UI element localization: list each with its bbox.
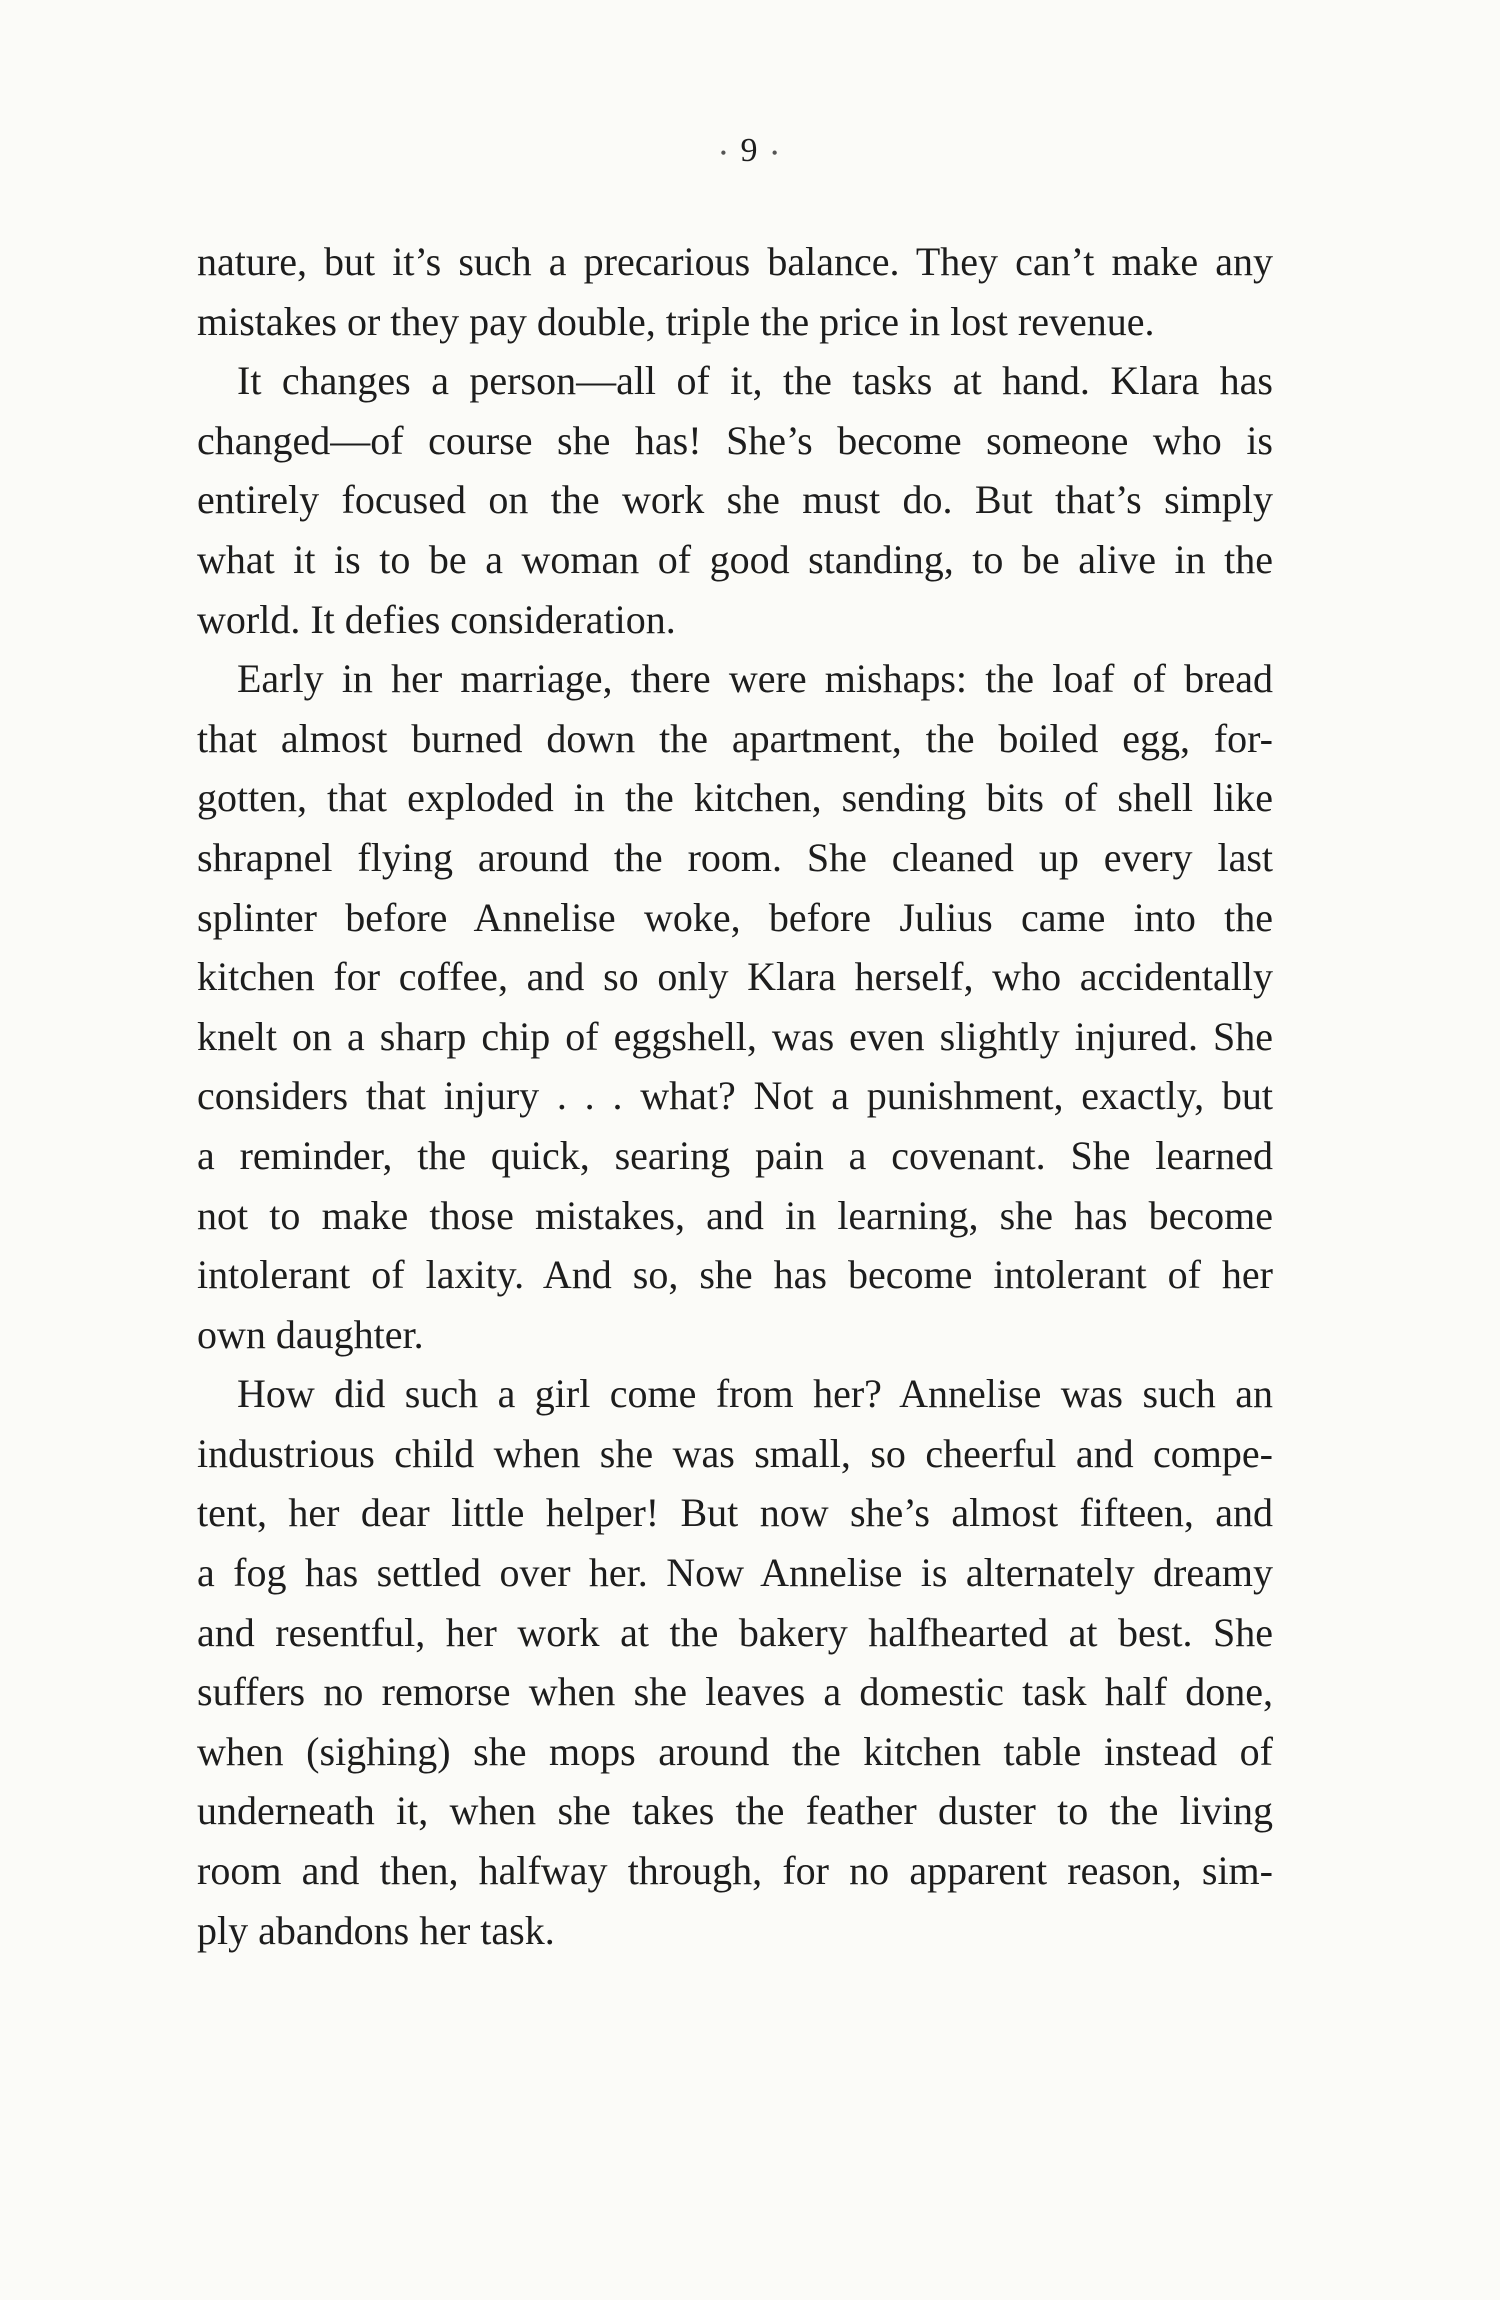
page-number <box>0 132 1500 170</box>
paragraph <box>197 232 1273 351</box>
text-line: world. It defies consideration. <box>197 596 676 642</box>
text-line: room and then, halfway through, for no apparent reason, sim- <box>197 1848 1273 1894</box>
text-line: Early in her marriage, there were mishaps: the loaf of bread <box>237 656 1273 702</box>
text-line: underneath it, when she takes the feather duster to the living <box>197 1788 1273 1834</box>
text-line: when (sighing) she mops around the kitchen table instead of <box>197 1728 1273 1774</box>
body-text <box>197 232 1273 1960</box>
text-line: splinter before Annelise woke, before Julius came into the <box>197 894 1273 940</box>
text-line: entirely focused on the work she must do. But that’s simply <box>197 477 1273 523</box>
text-line: intolerant of laxity. And so, she has become intolerant of her <box>197 1252 1273 1298</box>
text-line: nature, but it’s such a precarious balance. They can’t make any <box>197 239 1273 284</box>
text-line: shrapnel flying around the room. She cleaned up every last <box>197 834 1273 880</box>
paragraph-container <box>197 232 1273 1960</box>
text-line: not to make those mistakes, and in learning, she has become <box>197 1192 1273 1238</box>
text-line: kitchen for coffee, and so only Klara herself, who accidentally <box>197 954 1273 1000</box>
paragraph <box>197 649 1273 1364</box>
text-line: suffers no remorse when she leaves a domestic task half done, <box>197 1669 1273 1715</box>
text-line: knelt on a sharp chip of eggshell, was even slightly injured. She <box>197 1013 1273 1059</box>
text-line: own daughter. <box>197 1311 424 1357</box>
paragraph <box>197 1364 1273 1960</box>
text-line: that almost burned down the apartment, the boiled egg, for- <box>197 715 1273 761</box>
text-line: a reminder, the quick, searing pain a covenant. She learned <box>197 1132 1273 1178</box>
text-line: industrious child when she was small, so cheerful and compe- <box>197 1430 1273 1476</box>
page-number-dot-left: • <box>720 142 729 163</box>
text-line: How did such a girl come from her? Annelise was such an <box>237 1371 1273 1417</box>
page-number-value: 9 <box>740 132 760 169</box>
text-line: changed—of course she has! She’s become someone who is <box>197 417 1273 463</box>
paragraph <box>197 351 1273 649</box>
text-line: and resentful, her work at the bakery halfhearted at best. She <box>197 1609 1273 1655</box>
text-line: ply abandons her task. <box>197 1907 555 1953</box>
text-line: what it is to be a woman of good standing, to be alive in the <box>197 536 1273 582</box>
text-line: It changes a person—all of it, the tasks at hand. Klara has <box>237 358 1273 404</box>
text-line: a fog has settled over her. Now Annelise is alternately dreamy <box>197 1550 1273 1596</box>
text-line: mistakes or they pay double, triple the price in lost revenue. <box>197 298 1155 344</box>
page-number-dot-right: • <box>771 142 780 163</box>
text-line: considers that injury . . . what? Not a punishment, exactly, but <box>197 1073 1273 1119</box>
text-line: tent, her dear little helper! But now she’s almost fifteen, and <box>197 1490 1273 1536</box>
text-line: gotten, that exploded in the kitchen, sending bits of shell like <box>197 775 1273 821</box>
